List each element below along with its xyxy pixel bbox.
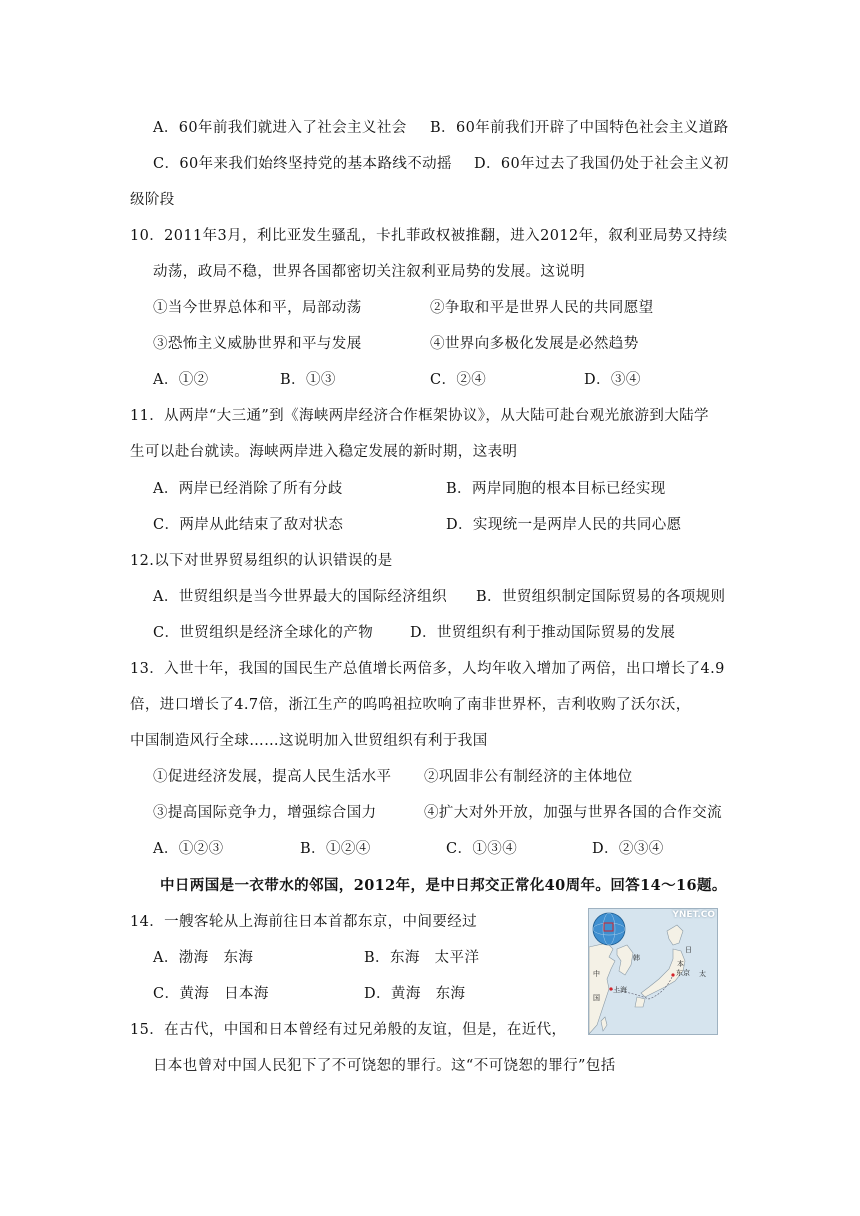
map-label-japan-north: 日: [685, 946, 692, 954]
q13-option-b: B．①②④: [300, 841, 371, 857]
q11-option-d: D．实现统一是两岸人民的共同心愿: [446, 517, 682, 533]
q10-option-a: A．①②: [153, 372, 209, 388]
q13-stem-line1: 13．入世十年，我国的国民生产总值增长两倍多，人均年收入增加了两倍，出口增长了4.9: [130, 661, 725, 677]
map-label-korea: 韩: [633, 954, 640, 962]
q12-option-c: C．世贸组织是经济全球化的产物: [153, 625, 374, 641]
map-label-taiwan: 国: [593, 994, 600, 1002]
q13-stem-line2: 倍，进口增长了4.7倍，浙江生产的呜呜祖拉吹响了南非世界杯，吉利收购了沃尔沃，: [130, 697, 691, 713]
q14-option-b: B．东海 太平洋: [364, 950, 480, 966]
map-label-china: 中: [593, 970, 600, 978]
q12-stem: 12.以下对世界贸易组织的认识错误的是: [130, 553, 393, 569]
q13-option-c: C．①③④: [446, 841, 518, 857]
map-watermark: YNET.CO: [672, 910, 715, 920]
map-label-japan-main: 本: [677, 960, 684, 968]
q9-option-a: A．60年前我们就进入了社会主义社会: [153, 120, 407, 136]
q11-stem-line2: 生可以赴台就读。海峡两岸进入稳定发展的新时期，这表明: [130, 444, 518, 460]
q15-stem-line1: 15．在古代，中国和日本曾经有过兄弟般的友谊，但是，在近代，: [130, 1022, 567, 1038]
q13-item-4: ④扩大对外开放，加强与世界各国的合作交流: [424, 805, 722, 821]
q12-option-b: B．世贸组织制定国际贸易的各项规则: [476, 589, 726, 605]
q10-item-1: ①当今世界总体和平，局部动荡: [153, 300, 362, 316]
q11-option-a: A．两岸已经消除了所有分歧: [153, 481, 343, 497]
q14-option-d: D．黄海 东海: [364, 986, 466, 1002]
kyushu-landmass: [635, 997, 645, 1007]
map-label-tokyo: 东京: [676, 969, 690, 977]
q10-item-3: ③恐怖主义威胁世界和平与发展: [153, 336, 362, 352]
map-drawing: [589, 909, 717, 1034]
q12-option-d: D．世贸组织有利于推动国际贸易的发展: [410, 625, 676, 641]
q13-item-2: ②巩固非公有制经济的主体地位: [424, 769, 633, 785]
q13-option-a: A．①②③: [153, 841, 224, 857]
q12-option-a: A．世贸组织是当今世界最大的国际经济组织: [153, 589, 447, 605]
tokyo-marker: [671, 973, 674, 976]
q10-option-d: D．③④: [584, 372, 641, 388]
globe-inset: [593, 913, 625, 945]
q10-stem-line2: 动荡，政局不稳，世界各国都密切关注叙利亚局势的发展。这说明: [153, 264, 586, 280]
q11-option-b: B．两岸同胞的根本目标已经实现: [446, 481, 666, 497]
q14-stem: 14．一艘客轮从上海前往日本首都东京，中间要经过: [130, 914, 478, 930]
q13-item-3: ③提高国际竞争力，增强综合国力: [153, 805, 377, 821]
q10-stem-line1: 10．2011年3月，利比亚发生骚乱，卡扎菲政权被推翻，进入2012年，叙利亚局势又持续: [130, 228, 728, 244]
q9-option-d: D．60年过去了我国仍处于社会主义初: [474, 156, 729, 172]
section-intro: 中日两国是一衣带水的邻国，2012年，是中日邦交正常化40周年。回答14～16题。: [160, 877, 727, 894]
q10-option-c: C．②④: [430, 372, 487, 388]
map-label-shanghai: 上海: [613, 986, 627, 994]
q9-option-d-continued: 级阶段: [130, 192, 175, 208]
q13-option-d: D．②③④: [592, 841, 664, 857]
q11-stem-line1: 11．从两岸“大三通”到《海峡两岸经济合作框架协议》，从大陆可赴台观光旅游到大陆学: [130, 408, 709, 424]
q15-stem-line2: 日本也曾对中国人民犯下了不可饶恕的罪行。这“不可饶恕的罪行”包括: [153, 1058, 616, 1074]
q10-option-b: B．①③: [280, 372, 336, 388]
q13-stem-line3: 中国制造风行全球……这说明加入世贸组织有利于我国: [130, 733, 488, 749]
q11-option-c: C．两岸从此结束了敌对状态: [153, 517, 344, 533]
q14-option-c: C．黄海 日本海: [153, 986, 269, 1002]
q10-item-4: ④世界向多极化发展是必然趋势: [430, 336, 639, 352]
east-asia-map: [588, 908, 718, 1035]
q9-option-c: C．60年来我们始终坚持党的基本路线不动摇: [153, 156, 452, 172]
q13-item-1: ①促进经济发展，提高人民生活水平: [153, 769, 392, 785]
q10-item-2: ②争取和平是世界人民的共同愿望: [430, 300, 654, 316]
q9-option-b: B．60年前我们开辟了中国特色社会主义道路: [430, 120, 729, 136]
q14-option-a: A．渤海 东海: [153, 950, 254, 966]
map-label-pacific: 太: [699, 970, 706, 978]
